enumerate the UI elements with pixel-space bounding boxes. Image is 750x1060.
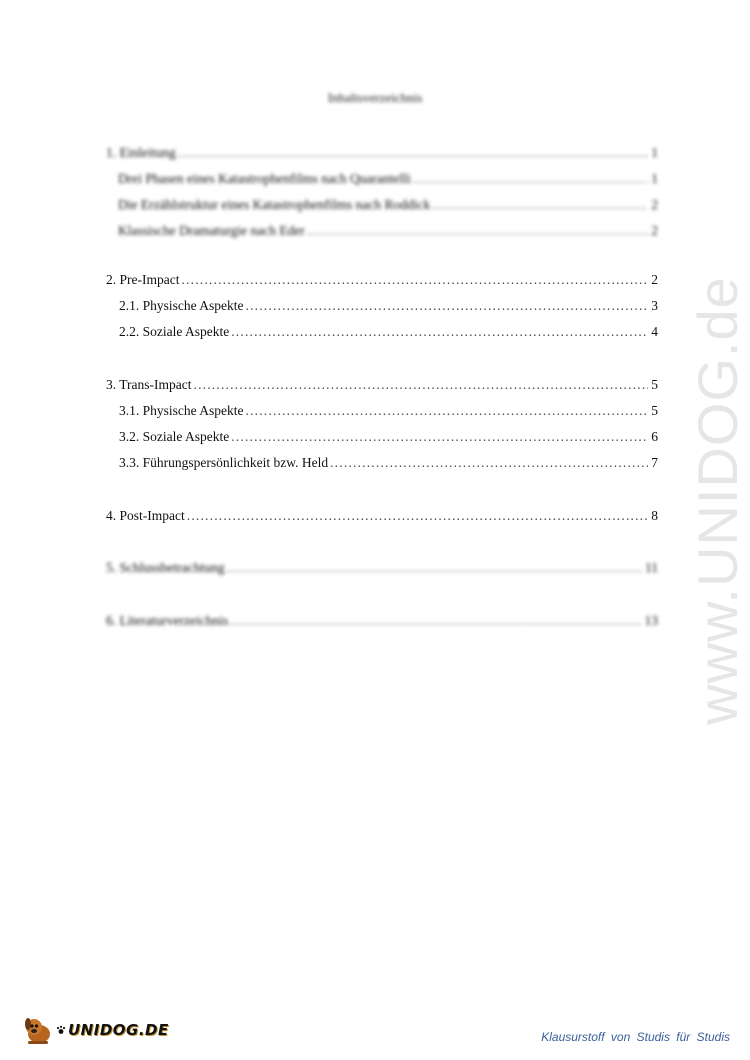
toc-entry: 1. Einleitung ..... 1 [106,144,658,162]
toc-entry: 2. Pre-Impact ..... 2 [106,271,658,289]
toc-entry: Die Erzählstruktur eines Katastrophenfilms nach Roddick ..... 2 [118,196,658,214]
toc-entry: Klassische Dramaturgie nach Eder ..... 2 [118,222,658,240]
toc-title: Inhaltsverzeichnis [327,90,423,105]
paw-icon [56,1025,66,1035]
toc-entry: Drei Phasen eines Katastrophenfilms nach Quarantelli ..... 1 [118,170,658,188]
toc-entry: 5. Schlussbetrachtung ..... 11 [106,559,658,577]
toc-entry: 3.3. Führungspersönlichkeit bzw. Held ..... 7 [119,454,658,472]
toc-entry: 3.1. Physische Aspekte ..... 5 [119,402,658,420]
toc-entry: 2.1. Physische Aspekte ..... 3 [119,297,658,315]
toc-entry: 6. Literaturverzeichnis ..... 13 [106,612,658,630]
unidog-logo[interactable] [22,1014,169,1046]
toc-entry: 3. Trans-Impact ..... 5 [106,376,658,394]
logo-text: UNIDOG.DE [68,1021,169,1039]
toc-entry: 4. Post-Impact ..... 8 [106,507,658,525]
footer-tagline: Klausurstoff von Studis für Studis [541,1030,730,1044]
watermark-text: www.UNIDOG.de [685,275,749,725]
dog-icon [22,1014,56,1046]
toc-entry: 2.2. Soziale Aspekte ..... 4 [119,323,658,341]
toc-entry: 3.2. Soziale Aspekte ..... 6 [119,428,658,446]
